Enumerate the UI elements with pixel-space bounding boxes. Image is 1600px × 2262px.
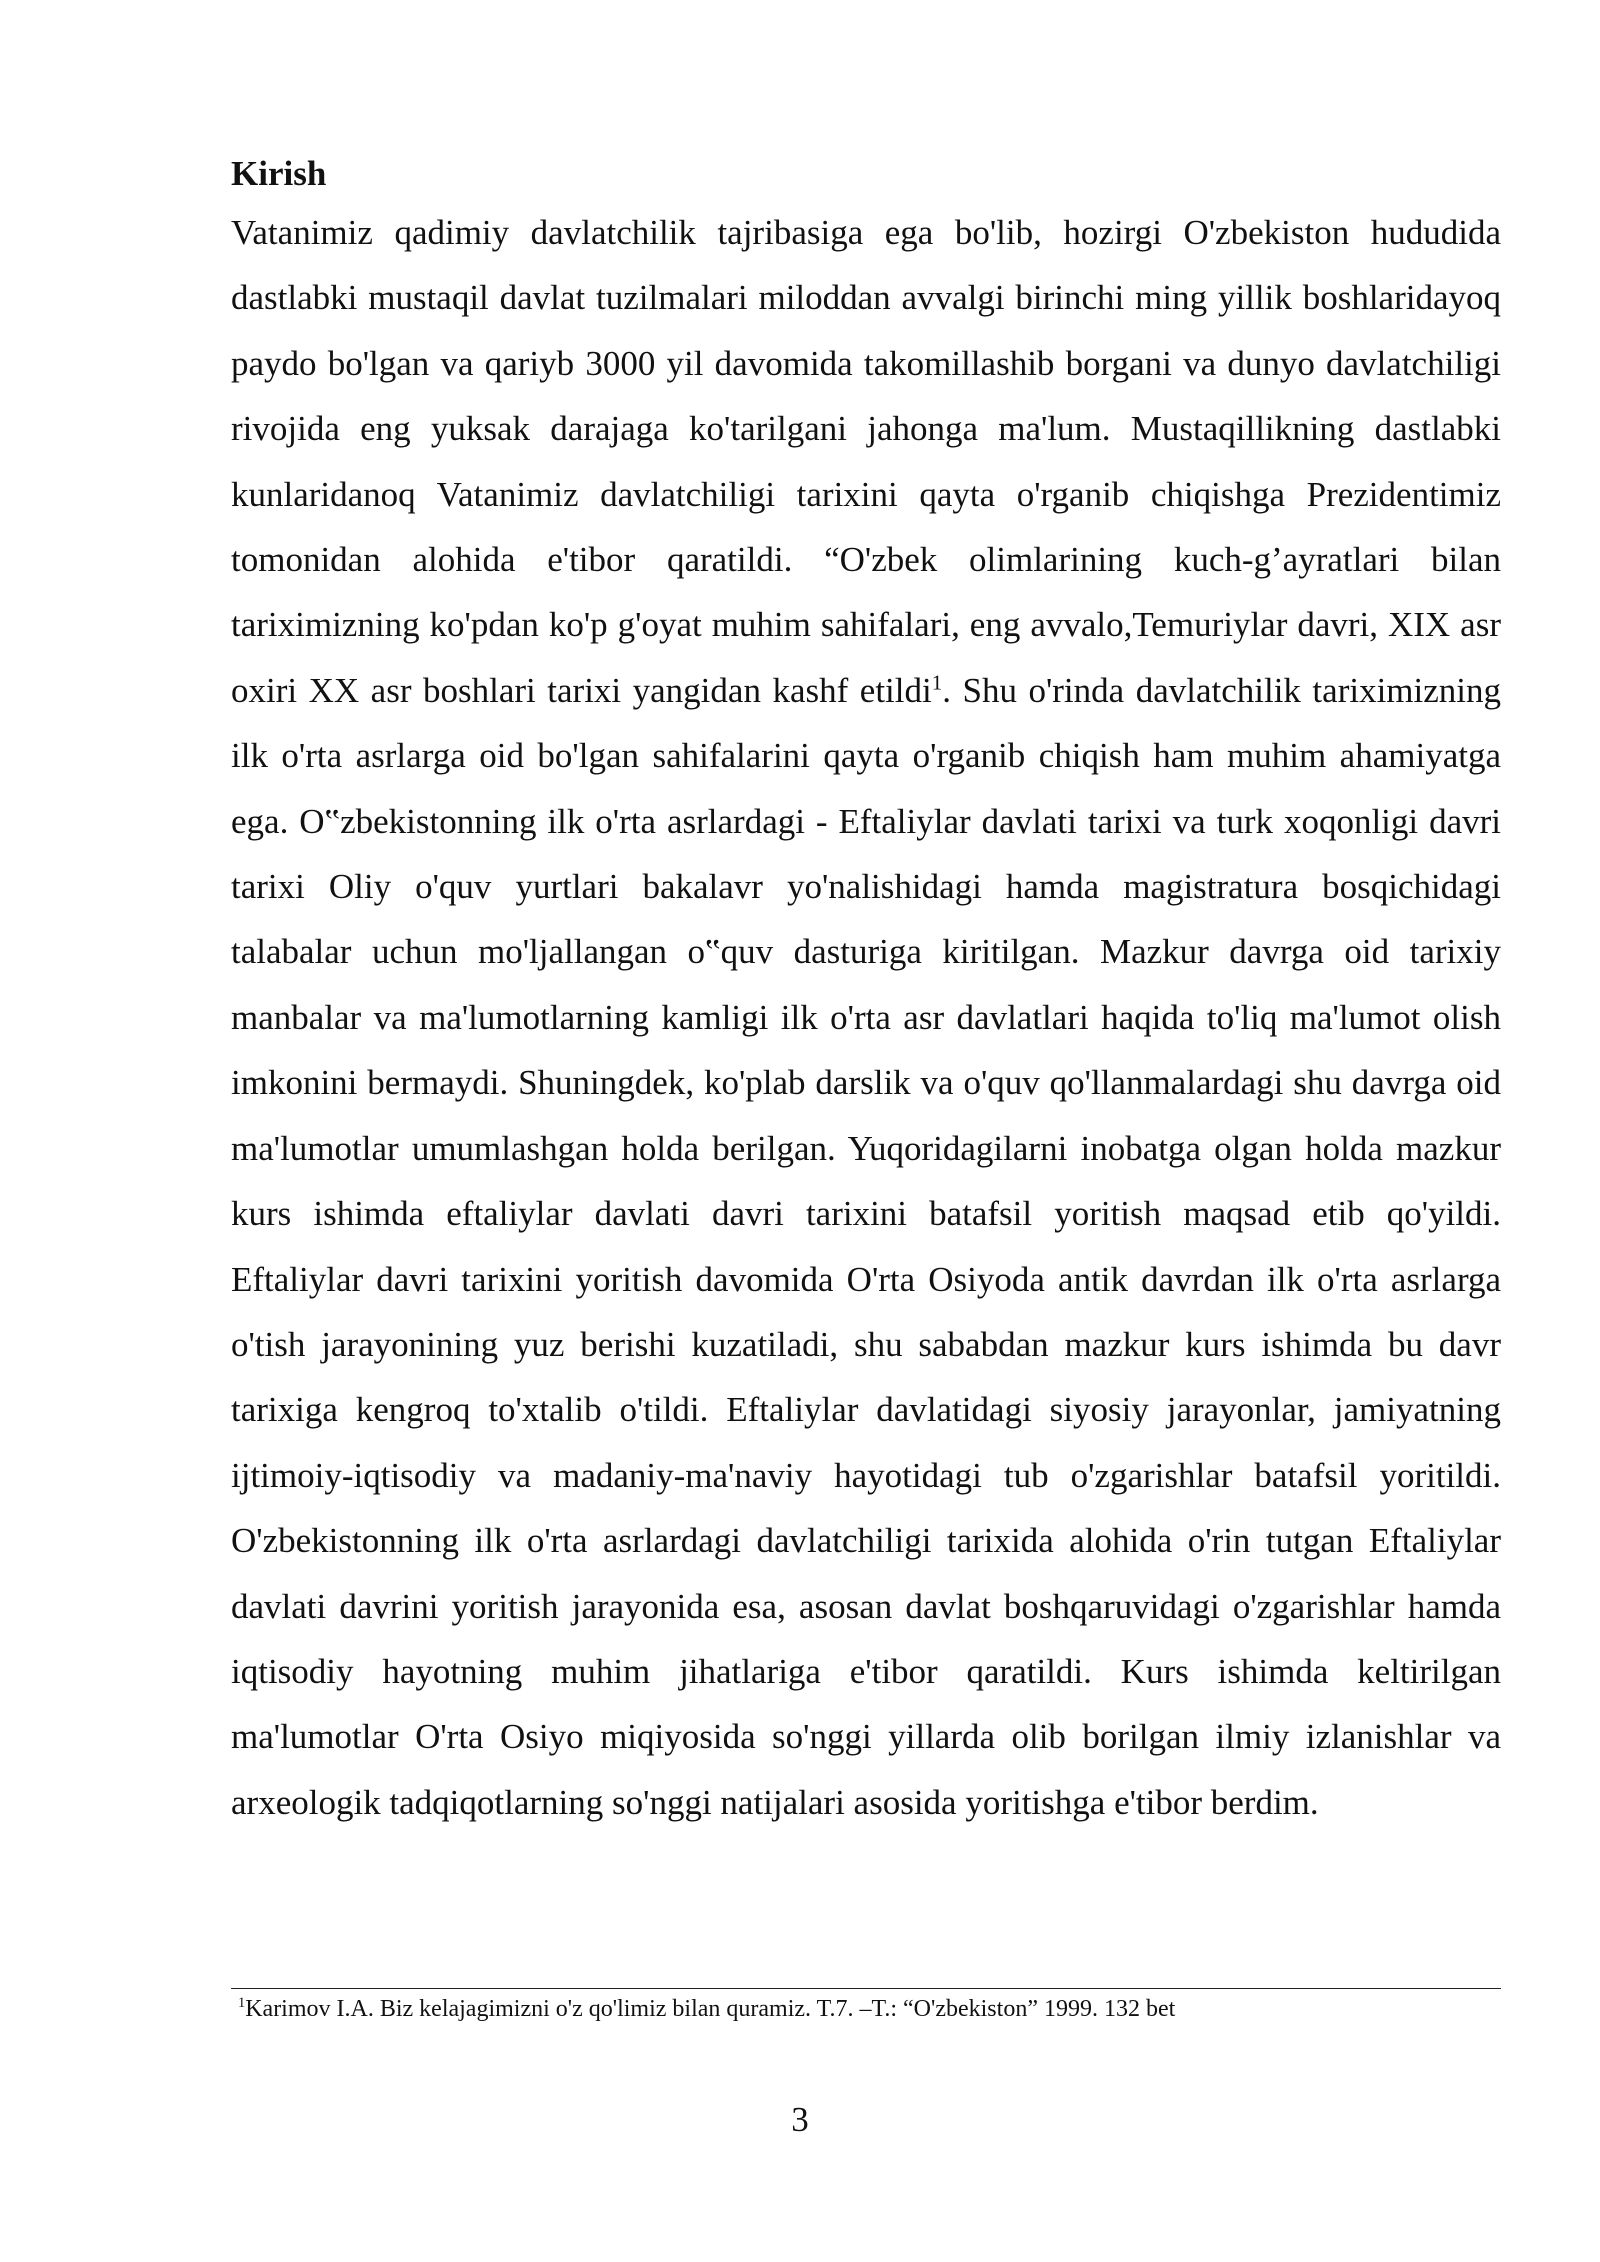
footnote [238,1992,1501,2026]
body-paragraph [231,200,1501,1835]
section-heading: Kirish [231,154,327,193]
footnote-reference[interactable]: 1 [931,670,943,695]
main-content [231,148,1501,1835]
paragraph-text-after-note: . Shu o'rinda davlatchilik tariximizning ilk o'rta asrlarga oid bo'lgan sahifalarini qayta o'rganib chiqish ham muhim ahamiyatga ega. O‟zbekistonning ilk o'rta asrlardagi - Eftaliylar davlati tarixi va turk xoqonligi davri tarixi Oliy o'quv yurtlari bakalavr yo'nalishidagi hamda magistratura bosqichidagi talabalar uchun mo'ljallangan o‟quv dasturiga kiritilgan. Mazkur davrga oid tarixiy manbalar va ma'lumotlarning kamligi ilk o'rta asr davlatlari haqida to'liq ma'lumot olish imkonini bermaydi. Shuningdek, ko'plab darslik va o'quv qo'llanmalardagi shu davrga oid ma'lumotlar umumlashgan holda berilgan. Yuqoridagilarni inobatga olgan holda mazkur kurs ishimda eftaliylar davlati davri tarixini batafsil yoritish maqsad etib qo'yildi. Eftaliylar davri tarixini yoritish davomida O'rta Osiyoda antik davrdan ilk o'rta asrlarga o'tish jarayonining yuz berishi kuzatiladi, shu sababdan mazkur kurs ishimda bu davr tarixiga kengroq to'xtalib o'tildi. Eftaliylar davlatidagi siyosiy jarayonlar, jamiyatning ijtimoiy-iqtisodiy va madaniy-ma'naviy hayotidagi tub o'zgarishlar batafsil yoritildi. O'zbekistonning ilk o'rta asrlardagi davlatchiligi tarixida alohida o'rin tutgan Eftaliylar davlati davrini yoritish jarayonida esa, asosan davlat boshqaruvidagi o'zgarishlar hamda iqtisodiy hayotning muhim jihatlariga e'tibor qaratildi. Kurs ishimda keltirilgan ma'lumotlar O'rta Osiyo miqiyosida so'nggi yillarda olib borilgan ilmiy izlanishlar va arxeologik tadqiqotlarning so'nggi natijalari asosida yoritishga e'tibor berdim. [231,670,1501,1822]
footnote-marker: 1 [238,1995,246,2011]
paragraph-text-before-note: Vatanimiz qadimiy davlatchilik tajribasiga ega bo'lib, hozirgi O'zbekiston hududida dastlabki mustaqil davlat tuzilmalari miloddan avvalgi birinchi ming yillik boshlaridayoq paydo bo'lgan va qariyb 3000 yil davomida takomillashib borgani va dunyo davlatchiligi rivojida eng yuksak darajaga ko'tarilgani jahonga ma'lum. Mustaqillikning dastlabki kunlaridanoq Vatanimiz davlatchiligi tarixini qayta o'rganib chiqishga Prezidentimiz tomonidan alohida e'tibor qaratildi. “O'zbek olimlarining kuch-g’ayratlari bilan tariximizning ko'pdan ko'p g'oyat muhim sahifalari, eng avvalo,Temuriylar davri, XIX asr oxiri XX asr boshlari tarixi yangidan kashf etildi [231,213,1501,710]
page-number: 3 [791,2100,809,2139]
footnote-divider [231,1988,1501,1989]
footnote-text: Karimov I.A. Biz kelajagimizni o'z qo'limiz bilan quramiz. T.7. –T.: “O'zbekiston” 1999. 132 bet [245,1996,1176,2022]
